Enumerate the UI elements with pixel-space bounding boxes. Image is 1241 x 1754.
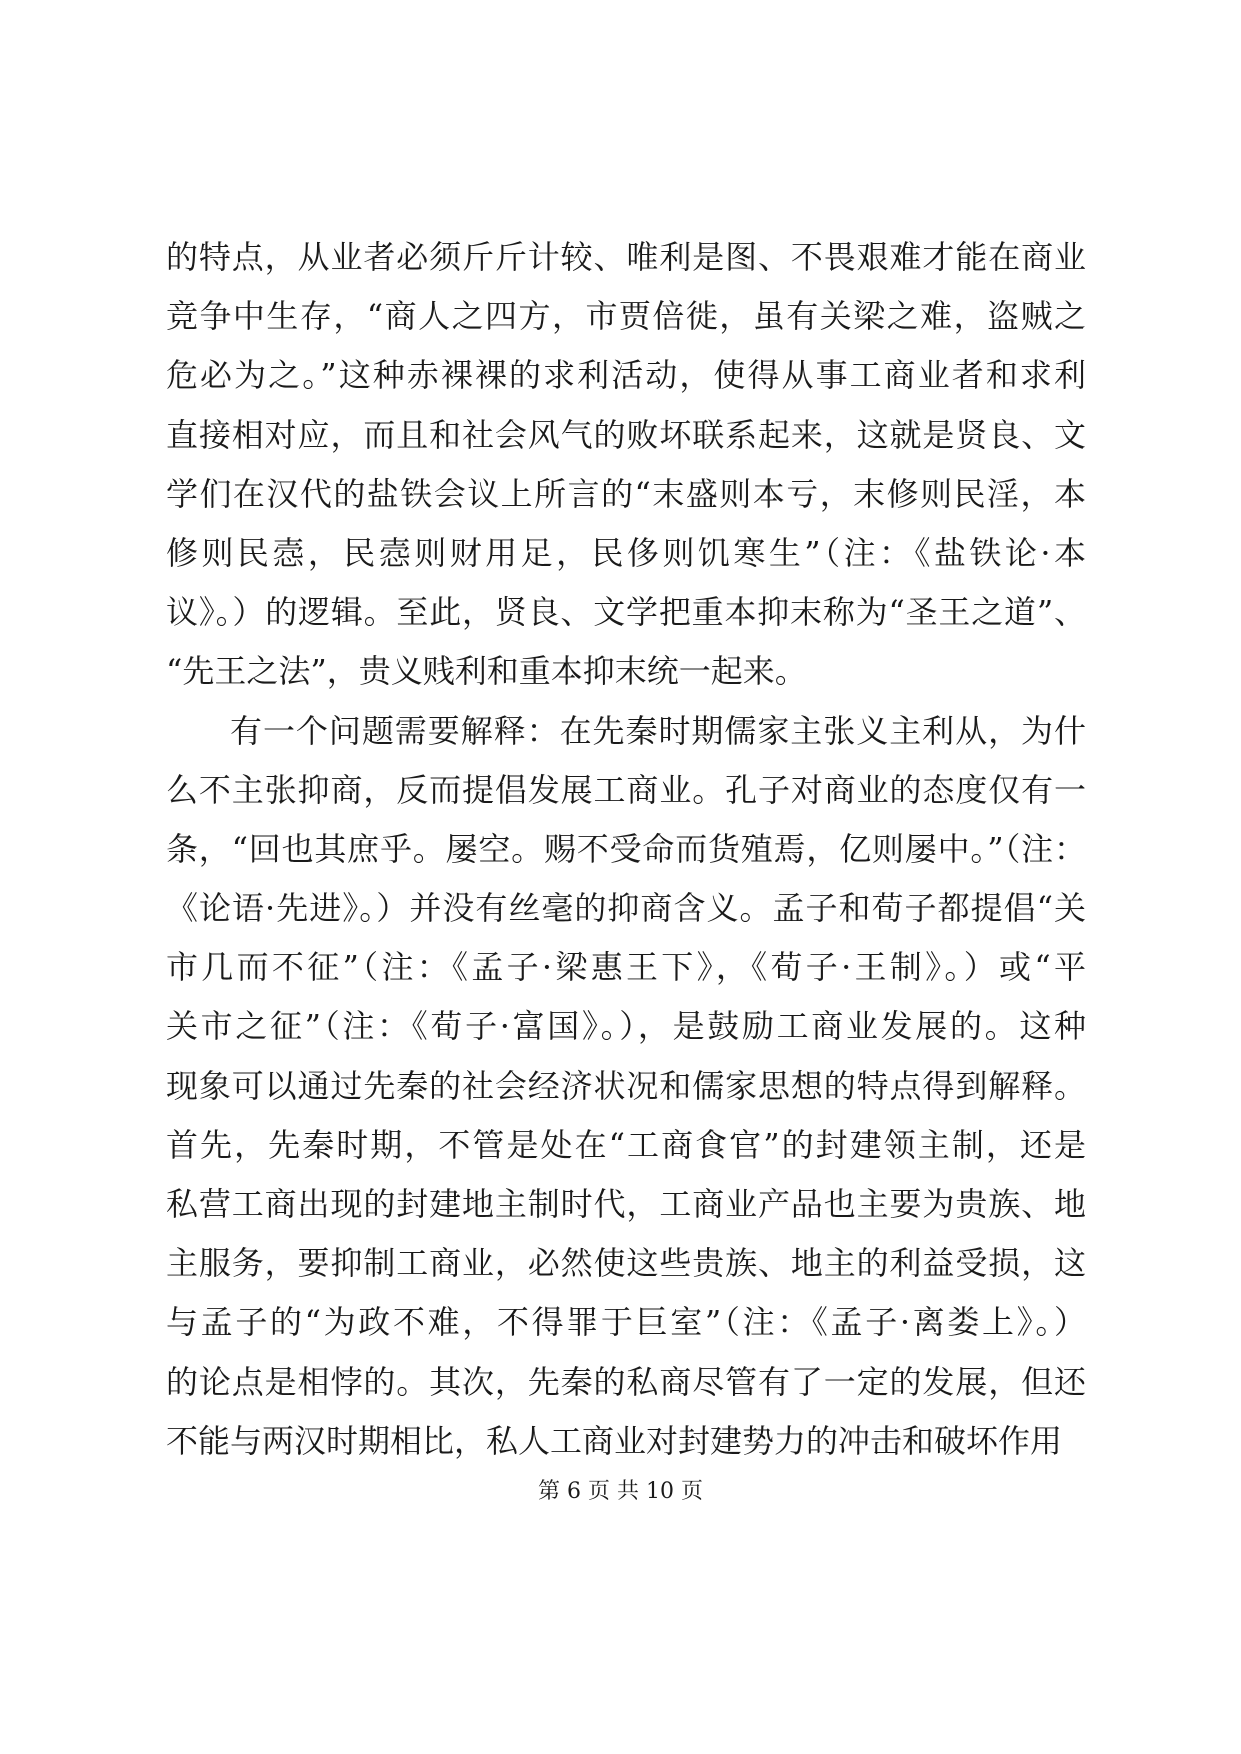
- text-line: 的论点是相悖的。其次，先秦的私商尽管有了一定的发展，但还: [166, 1362, 1086, 1401]
- text-line: 私营工商出现的封建地主制时代，工商业产品也主要为贵族、地: [166, 1185, 1086, 1223]
- text-line: 市几而不征”（注：《孟子·梁惠王下》，《荀子·王制》。）或“平: [166, 948, 1086, 987]
- body-text: [166, 228, 1086, 1471]
- text-line: 不能与两汉时期相比，私人工商业对封建势力的冲击和破坏作用: [166, 1421, 1063, 1460]
- text-line: 的特点，从业者必须斤斤计较、唯利是图、不畏艰难才能在商业: [166, 238, 1086, 276]
- text-line: 有一个问题需要解释：在先秦时期儒家主张义主利从，为什: [230, 711, 1086, 750]
- text-line: 议》。）的逻辑。至此，贤良、文学把重本抑末称为“圣王之道”、: [166, 593, 1086, 632]
- text-line: 么不主张抑商，反而提倡发展工商业。孔子对商业的态度仅有一: [166, 770, 1086, 809]
- text-line: “先王之法”，贵义贱利和重本抑末统一起来。: [166, 652, 807, 691]
- page-footer: 第 6 页 共 10 页: [538, 1479, 703, 1504]
- text-line: 直接相对应，而且和社会风气的败坏联系起来，这就是贤良、文: [166, 415, 1086, 454]
- text-line: 条，“回也其庶乎。屡空。赐不受命而货殖焉，亿则屡中。”（注：: [166, 829, 1086, 868]
- text-line: 《论语·先进》。）并没有丝毫的抑商含义。孟子和荀子都提倡“关: [166, 889, 1086, 928]
- text-line: 修则民悫，民悫则财用足，民侈则饥寒生”（注：《盐铁论·本: [166, 533, 1086, 572]
- paragraph: [166, 702, 1086, 1471]
- text-line: 危必为之。”这种赤裸裸的求利活动，使得从事工商业者和求利: [166, 356, 1086, 395]
- text-line: 现象可以通过先秦的社会经济状况和儒家思想的特点得到解释。: [166, 1066, 1086, 1105]
- text-line: 与孟子的“为政不难，不得罪于巨室”（注：《孟子·离娄上》。）: [166, 1303, 1086, 1342]
- text-line: 学们在汉代的盐铁会议上所言的“末盛则本亏，末修则民淫，本: [166, 474, 1086, 513]
- paragraph: [166, 228, 1086, 702]
- text-line: 首先，先秦时期，不管是处在“工商食官”的封建领主制，还是: [166, 1125, 1086, 1164]
- text-line: 竞争中生存，“商人之四方，市贾倍徙，虽有关梁之难，盗贼之: [166, 297, 1086, 336]
- text-line: 关市之征”（注：《荀子·富国》。），是鼓励工商业发展的。这种: [166, 1007, 1086, 1046]
- text-line: 主服务，要抑制工商业，必然使这些贵族、地主的利益受损，这: [166, 1244, 1086, 1283]
